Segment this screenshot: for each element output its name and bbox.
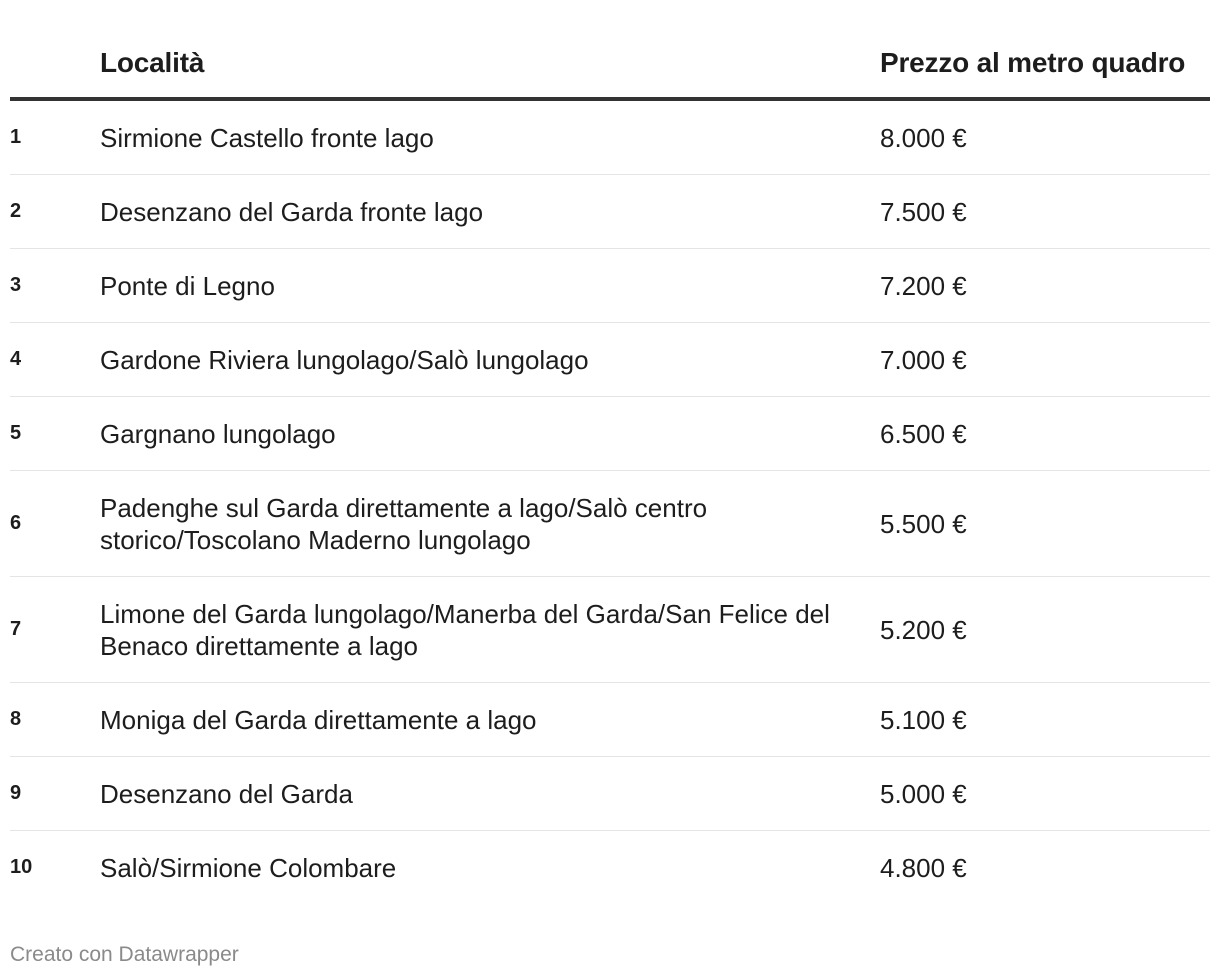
table-row [10,577,1210,683]
location-cell: Sirmione Castello fronte lago [100,122,434,153]
location-cell: Padenghe sul Garda direttamente a lago/Salò centro storico/Toscolano Maderno lungolago [100,492,708,555]
location-cell: Desenzano del Garda [100,778,353,809]
location-cell: Salò/Sirmione Colombare [100,852,397,883]
location-cell: Desenzano del Garda fronte lago [100,196,484,227]
location-cell: Gardone Riviera lungolago/Salò lungolago [100,344,589,375]
location-cell: Moniga del Garda direttamente a lago [100,704,537,735]
table-row [10,831,1210,904]
rank-cell: 10 [10,856,33,878]
datawrapper-credit: Creato con Datawrapper [10,943,239,966]
price-cell: 7.000 € [880,344,967,375]
location-cell: Limone del Garda lungolago/Manerba del Garda/San Felice del Benaco direttamente a lago [100,598,830,661]
rank-cell: 5 [10,422,22,444]
table-header [10,0,1210,101]
price-cell: 8.000 € [880,122,967,153]
header-location: Località [100,47,205,78]
table-row [10,397,1210,471]
header-price: Prezzo al metro quadro [880,47,1186,78]
rank-cell: 3 [10,274,22,296]
price-cell: 7.200 € [880,270,967,301]
price-cell: 5.200 € [880,614,967,645]
price-table [10,0,1210,904]
rank-cell: 1 [10,126,22,148]
table-row [10,101,1210,175]
price-cell: 5.500 € [880,508,967,539]
table-row [10,683,1210,757]
table-row [10,249,1210,323]
price-cell: 5.000 € [880,778,967,809]
table-row [10,757,1210,831]
header-rank [10,79,100,97]
price-cell: 7.500 € [880,196,967,227]
rank-cell: 9 [10,782,22,804]
rank-cell: 8 [10,708,22,730]
table-row [10,323,1210,397]
table-body [10,101,1210,904]
price-cell: 6.500 € [880,418,967,449]
price-cell: 5.100 € [880,704,967,735]
location-cell: Gargnano lungolago [100,418,336,449]
table-row [10,471,1210,577]
price-cell: 4.800 € [880,852,967,883]
table-row [10,175,1210,249]
rank-cell: 6 [10,512,22,534]
location-cell: Ponte di Legno [100,270,275,301]
rank-cell: 7 [10,618,22,640]
rank-cell: 2 [10,200,22,222]
rank-cell: 4 [10,348,22,370]
